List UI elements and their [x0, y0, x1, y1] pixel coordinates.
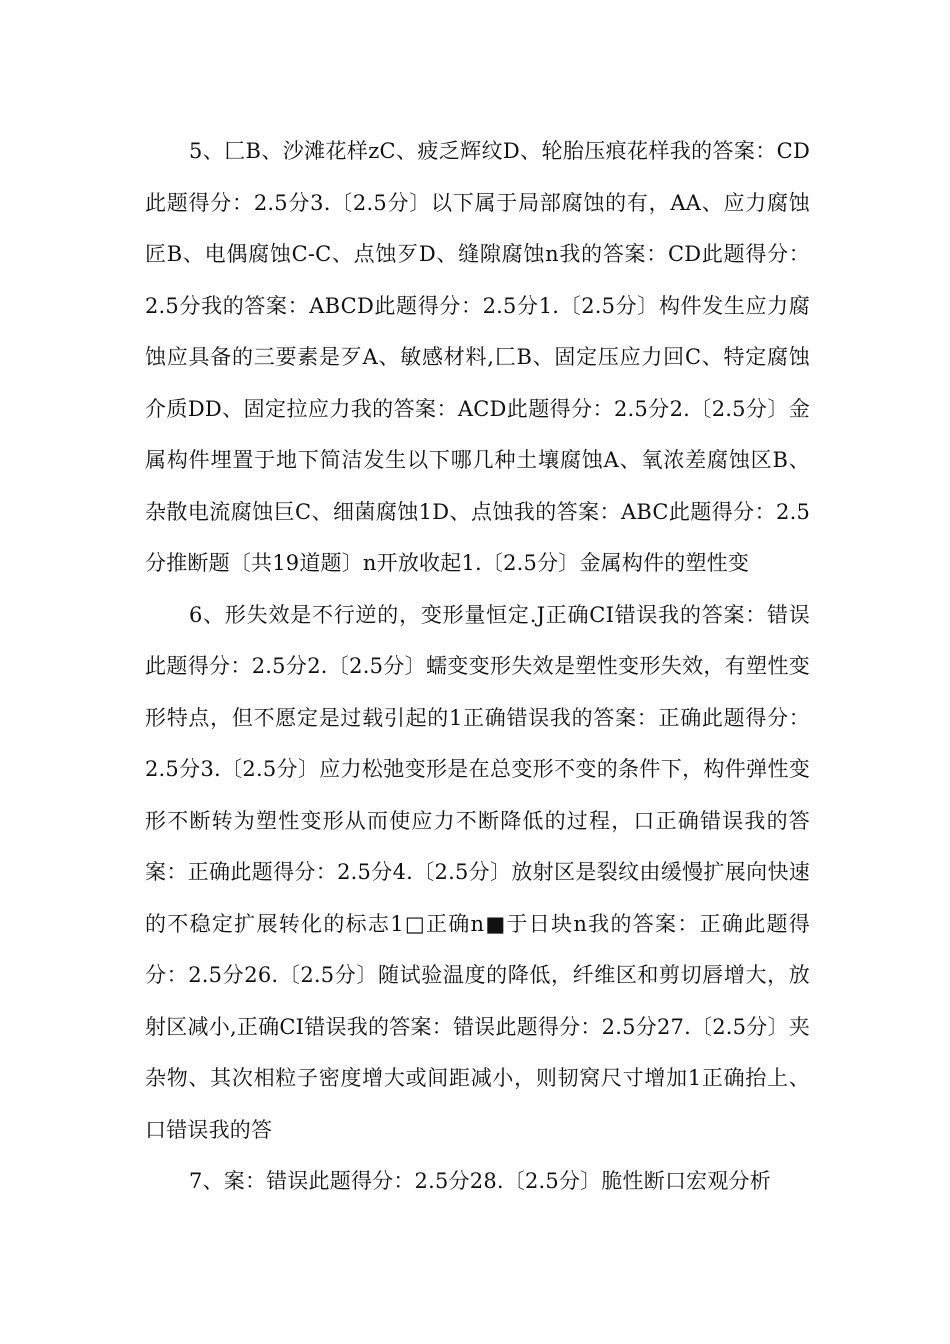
paragraph-5: 5、匚B、沙滩花样zC、疲乏辉纹D、轮胎压痕花样我的答案：CD此题得分：2.5分3.〔2.5分〕以下属于局部腐蚀的有，AA、应力腐蚀匠B、电偶腐蚀C-C、点蚀歹D、缝隙腐蚀n我的答案：CD此题得分：2.5分我的答案：ABCD此题得分：2.5分1.〔2.5分〕构件发生应力腐蚀应具备的三要素是歹A、敏感材料,匚B、固定压应力回C、特定腐蚀介质DD、固定拉应力我的答案：ACD此题得分：2.5分2.〔2.5分〕金属构件埋置于地下简洁发生以下哪几种土壤腐蚀A、氧浓差腐蚀区B、杂散电流腐蚀巨C、细菌腐蚀1D、点蚀我的答案：ABC此题得分：2.5分推断题〔共19道题〕n开放收起1.〔2.5分〕金属构件的塑性变 [145, 139, 810, 575]
paragraph-7: 7、案：错误此题得分：2.5分28.〔2.5分〕脆性断口宏观分析 [189, 1169, 771, 1193]
document-body [145, 126, 810, 1208]
paragraph-6: 6、形失效是不行逆的，变形量恒定.J正确CI错误我的答案：错误此题得分：2.5分2.〔2.5分〕蠕变变形失效是塑性变形失效，有塑性变形特点，但不愿定是过载引起的1正确错误我的答案：正确此题得分：2.5分3.〔2.5分〕应力松弛变形是在总变形不变的条件下，构件弹性变形不断转为塑性变形从而使应力不断降低的过程，口正确错误我的答案：正确此题得分：2.5分4.〔2.5分〕放射区是裂纹由缓慢扩展向快速的不稳定扩展转化的标志1□正确n■于日块n我的答案：正确此题得分：2.5分26.〔2.5分〕随试验温度的降低，纤维区和剪切唇增大，放射区减小,正确CI错误我的答案：错误此题得分：2.5分27.〔2.5分〕夹杂物、其次相粒子密度增大或间距减小，则韧窝尺寸增加1正确抬上、口错误我的答 [145, 602, 810, 1142]
